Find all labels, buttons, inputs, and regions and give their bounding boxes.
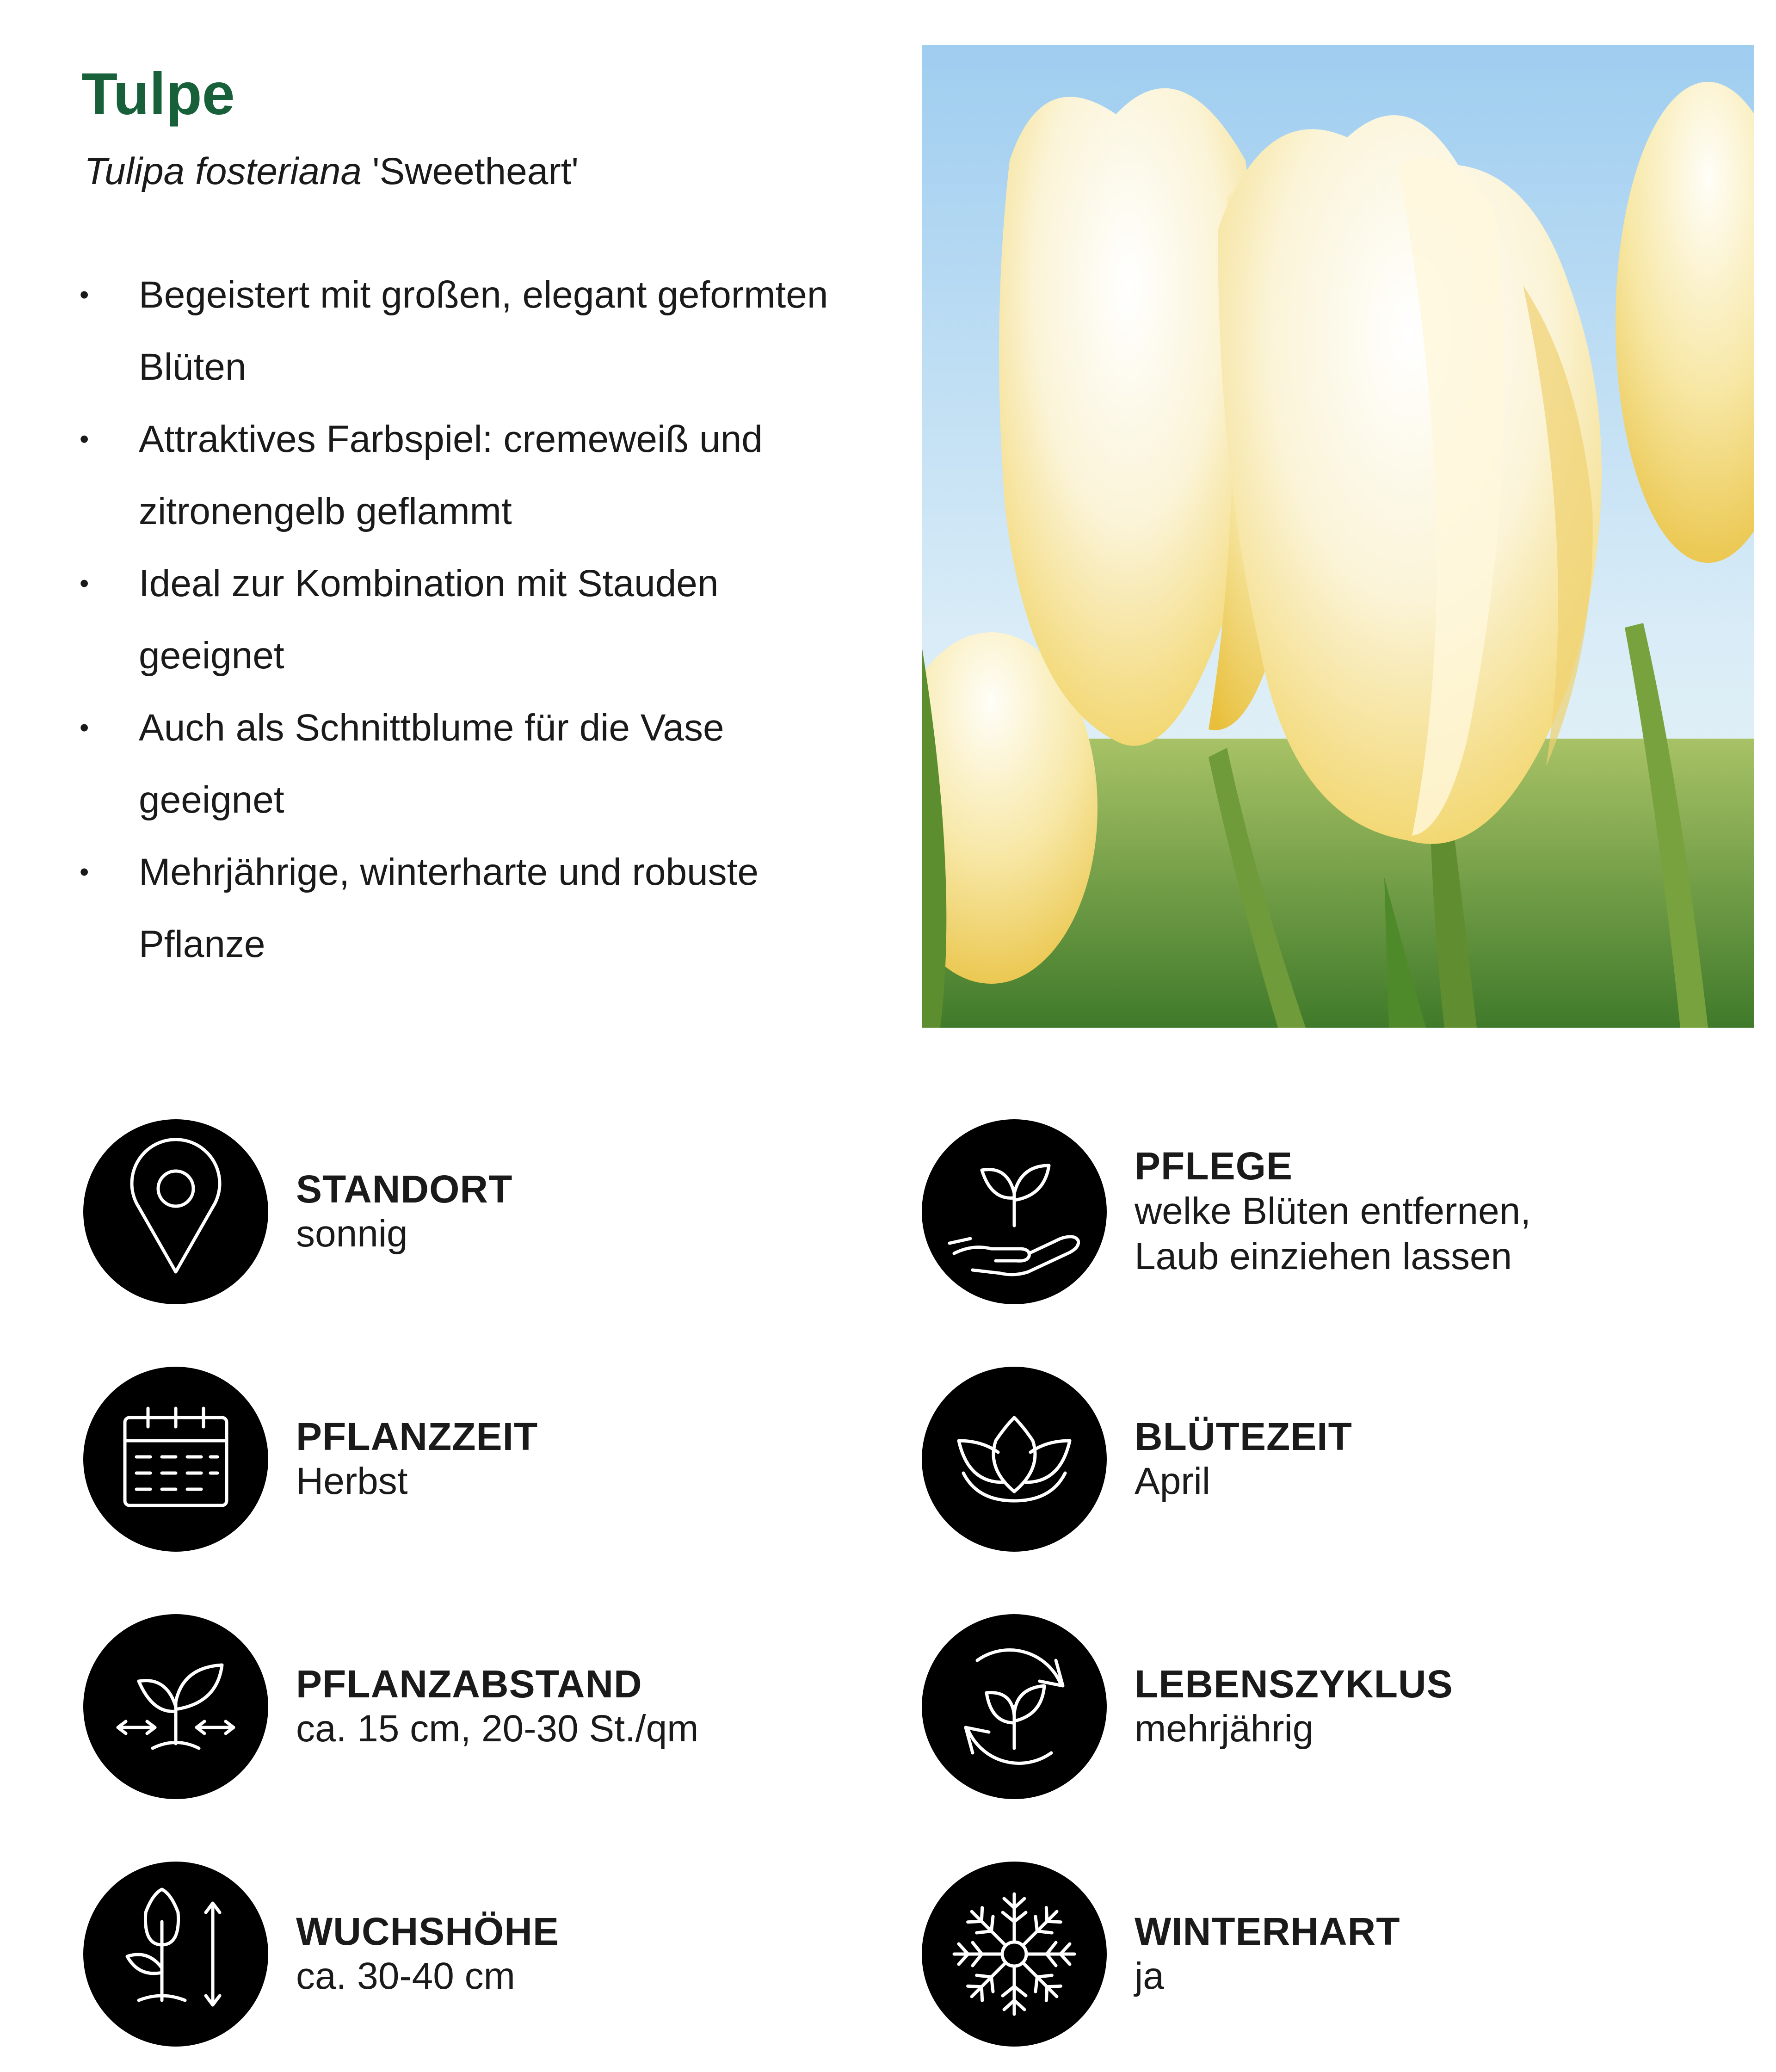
attribute-label: LEBENSZYKLUS (1135, 1662, 1453, 1706)
attribute-value: April (1135, 1460, 1211, 1503)
attribute-value: ca. 15 cm, 20-30 St./qm (296, 1708, 699, 1750)
attribute-value: welke Blüten entfernen, Laub einziehen lassen (1135, 1190, 1531, 1278)
latin-name: Tulipa fosteriana (84, 150, 362, 192)
attribute-label: BLÜTEZEIT (1135, 1414, 1352, 1458)
attribute-pflege (922, 1119, 1708, 1304)
calendar-icon (83, 1367, 268, 1552)
attribute-standort (83, 1119, 870, 1304)
plant-spacing-icon (83, 1614, 268, 1799)
attribute-value: sonnig (296, 1213, 408, 1255)
attribute-label: PFLANZABSTAND (296, 1662, 642, 1706)
feature-item: • Attraktives Farbspiel: cremeweiß und zitronengelb geflammt (79, 403, 865, 548)
page-title: Tulpe (81, 61, 235, 127)
attribute-wuchshoehe (83, 1862, 870, 2047)
attribute-bluetezeit (922, 1367, 1708, 1552)
attribute-pflanzabstand (83, 1614, 870, 1799)
feature-item: • Mehrjährige, winterharte und robuste Pflanze (79, 836, 865, 980)
plant-in-hand-icon (922, 1119, 1107, 1304)
attribute-label: WUCHSHÖHE (296, 1909, 559, 1953)
attribute-label: STANDORT (296, 1167, 513, 1211)
feature-list (79, 259, 865, 980)
attribute-value: ja (1135, 1955, 1164, 1998)
attribute-label: WINTERHART (1135, 1909, 1400, 1953)
lotus-flower-icon (922, 1367, 1107, 1552)
life-cycle-icon (922, 1614, 1107, 1799)
attribute-value: Herbst (296, 1460, 408, 1503)
tulip-photo (922, 45, 1754, 1028)
botanical-name (84, 150, 579, 192)
cultivar-name: 'Sweetheart' (372, 150, 579, 192)
plant-height-icon (83, 1862, 268, 2047)
attribute-value: mehrjährig (1135, 1708, 1314, 1750)
attribute-value: ca. 30-40 cm (296, 1955, 515, 1998)
attribute-winterhart (922, 1862, 1708, 2047)
attribute-pflanzzeit (83, 1367, 870, 1552)
location-pin-icon (83, 1119, 268, 1304)
feature-item: • Auch als Schnittblume für die Vase geeignet (79, 692, 865, 836)
feature-item: • Ideal zur Kombination mit Stauden geeignet (79, 548, 865, 692)
attribute-label: PFLEGE (1135, 1144, 1293, 1188)
feature-item: • Begeistert mit großen, elegant geformten Blüten (79, 259, 865, 403)
attribute-lebenszyklus (922, 1614, 1708, 1799)
snowflake-icon (922, 1862, 1107, 2047)
attribute-label: PFLANZZEIT (296, 1414, 538, 1458)
